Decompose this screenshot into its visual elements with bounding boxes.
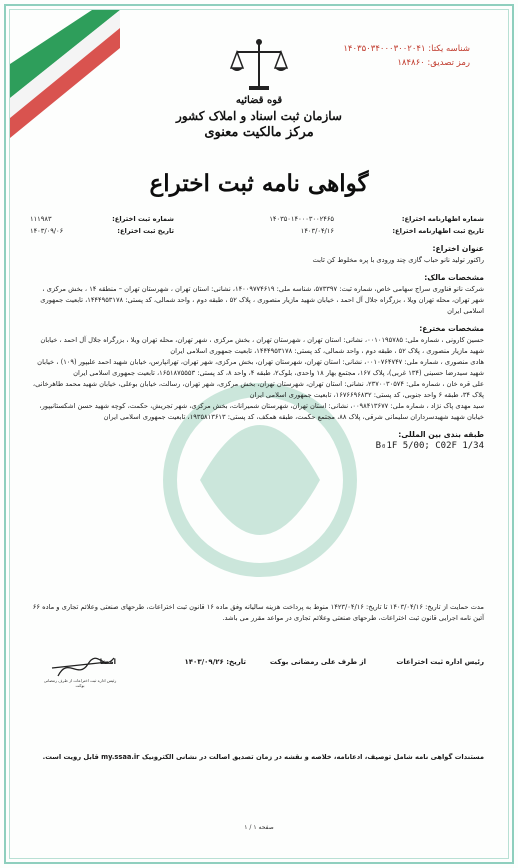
unique-id-label: شناسه یکتا: [428, 44, 470, 54]
classification-heading: طبقه بندی بین المللی: [398, 430, 484, 439]
verify-code-value: ۱۸۴۸۶۰ [397, 58, 425, 68]
page-number: صفحه ۱ / ۱ [244, 824, 274, 831]
registration-date-value: ۱۴۰۳/۰۹/۰۶ [30, 226, 64, 235]
inventor-item: هادی منصوری ، شماره ملی: ۰۰۱۰۷۶۴۷۴۷، نشانی: استان تهران، شهرستان تهران، بخش مرکزی، شهر تهران، تهرانپارس، خیابان شهید احمد علیپور (۱۰۹) ، خیابان شهید سیدرضا حسینی (۱۳۴ غربی)، پلاک ۱۶۷، مجتمع بهار ۱۸ واحدی، بلوک۲، طبقه ۴، واحد ۸، کد پستی: ۱۶۵۱۸۷۵۵۵۳، تابعیت جمهوری اسلامی ایران [37, 358, 484, 377]
signed-by-label: از طرف علی رمضانی بوکت [269, 658, 366, 666]
document-identifiers [343, 42, 470, 70]
registry-name: سازمان ثبت اسناد و املاک کشور [176, 109, 342, 123]
issuing-organization [0, 94, 518, 142]
certificate-title: گواهی نامه ثبت اختراع [149, 170, 369, 197]
justice-scales-icon [229, 36, 289, 96]
center-name: مرکز مالکیت معنوی [204, 125, 314, 140]
registration-no-value: ۱۱۱۹۸۳ [30, 214, 52, 223]
certificate-body [30, 213, 484, 452]
inventor-item: حسین کارونی ، شماره ملی: ۰۰۱۰۱۹۵۷۸۵، نشانی: استان تهران ، شهرستان تهران ، بخش مرکزی ، شهر تهران، محله تهران ویلا ، بزرگراه جلال آل احمد ، خیابان شهید مازیار منصوری ، پلاک ۵۲ ، طبقه دوم ، واحد شمالی، کد پستی: ۱۴۴۴۹۵۳۱۷۸، تابعیت جمهوری اسلامی ایران [40, 336, 484, 355]
owner-details: شرکت نانو فناوری سراج سهامی خاص، شماره ثبت: ۵۷۳۳۹۷، شناسه ملی: ۱۴۰۰۹۷۷۴۶۱۹، نشانی: استان تهران ، شهرستان تهران – منطقه ۱۴ ، بخش مرکزی ، شهر تهران، محله تهران ویلا ، بزرگراه جلال آل احمد ، خیابان شهید مازیار منصوری ، پلاک ۵۲ ، طبقه دوم ، واحد شمالی، کد پستی: ۱۴۴۴۹۵۳۱۷۸، تابعیت جمهوری اسلامی ایران [40, 285, 484, 315]
meta-row-2 [30, 225, 484, 237]
unique-id-value: ۱۴۰۳۵۰۳۴۰۰۰۳۰۰۲۰۴۱ [343, 44, 426, 54]
registration-date-label: تاریخ ثبت اختراع: [117, 226, 174, 235]
declaration-no-label: شماره اظهارنامه اختراع: [401, 214, 484, 223]
head-of-office-label: رئیس اداره ثبت اختراعات [396, 658, 484, 666]
sign-date-value: ۱۴۰۳/۰۹/۲۶ [184, 658, 224, 666]
signature-label: امضا [99, 658, 116, 666]
seal-caption: رئیس اداره ثبت اختراعات از طرف رمضانی بوکت [43, 678, 117, 688]
owner-heading: مشخصات مالک: [424, 273, 484, 282]
declaration-date-label: تاریخ ثبت اظهارنامه اختراع: [392, 226, 484, 235]
inventors-heading: مشخصات مخترع: [419, 324, 484, 333]
declaration-no-value: ۱۴۰۳۵۰۱۴۰۰۰۳۰۰۲۴۶۵ [269, 214, 334, 223]
inventor-item: علی قره خان ، شماره ملی: ۲۳۷۰۰۳۰۵۷۴، نشانی: استان تهران، شهرستان تهران، بخش مرکزی، شهر تهران، رسالت، خیابان بوعلی، خیابان شهید محمد طاهرخانی، پلاک ۳۴، طبقه ۶ واحد جنوبی، کد پستی: ۱۶۷۶۶۹۶۸۳۲، تابعیت جمهوری اسلامی ایران [32, 380, 484, 399]
declaration-date-value: ۱۴۰۳/۰۴/۱۶ [300, 226, 334, 235]
judiciary-name: قوه قضائیه [235, 95, 283, 106]
footer-note: مستندات گواهی نامه شامل توصیف، ادعانامه، خلاصه و نقشه در زمان تصدیق اصالت در نشانی الکترونیک my.ssaa.ir قابل رویت است. [42, 753, 484, 761]
invention-heading: عنوان اختراع: [432, 244, 484, 253]
classification-value: B₀1F 5/00; C02F 1/34 [375, 441, 484, 451]
verify-code-label: رمز تصدیق: [427, 58, 470, 68]
registration-no-label: شماره ثبت اختراع: [112, 214, 174, 223]
invention-title: راکتور تولید نانو حباب گازی چند ورودی با پره مخلوط کن ثابت [312, 256, 484, 264]
protection-term: مدت حمایت از تاریخ: ۱۴۰۳/۰۴/۱۶ تا تاریخ: ۱۴۲۳/۰۴/۱۶ منوط به پرداخت هزینه سالیانه وفق ماده ۱۶ قانون ثبت اختراعات، طرحهای صنعتی وعلائم تجاری و ماده ۶۶ آئین نامه اجرایی قانون ثبت اختراعات، طرحهای صنعتی وعلائم تجاری در مواعد مقرر می باشد. [32, 603, 484, 622]
inventor-item: سید مهدی پاک نژاد ، شماره ملی: ۰۰۹۸۴۱۳۶۷۷، نشانی: استان تهران، شهرستان شمیرانات، بخش مرکزی، شهر تجریش، حکمت، کوچه شهید حسن اشکستانیپور، خیابان شهید شهیدسرداران سلیمانی شرقی، پلاک ۸۸، مجتمع حکمت، طبقه همکف، کد پستی: ۱۹۳۵۸۱۳۶۱۳، تابعیت جمهوری اسلامی ایران [39, 402, 484, 421]
meta-row-1 [30, 213, 484, 225]
sign-date-label: تاریخ: [226, 658, 246, 666]
